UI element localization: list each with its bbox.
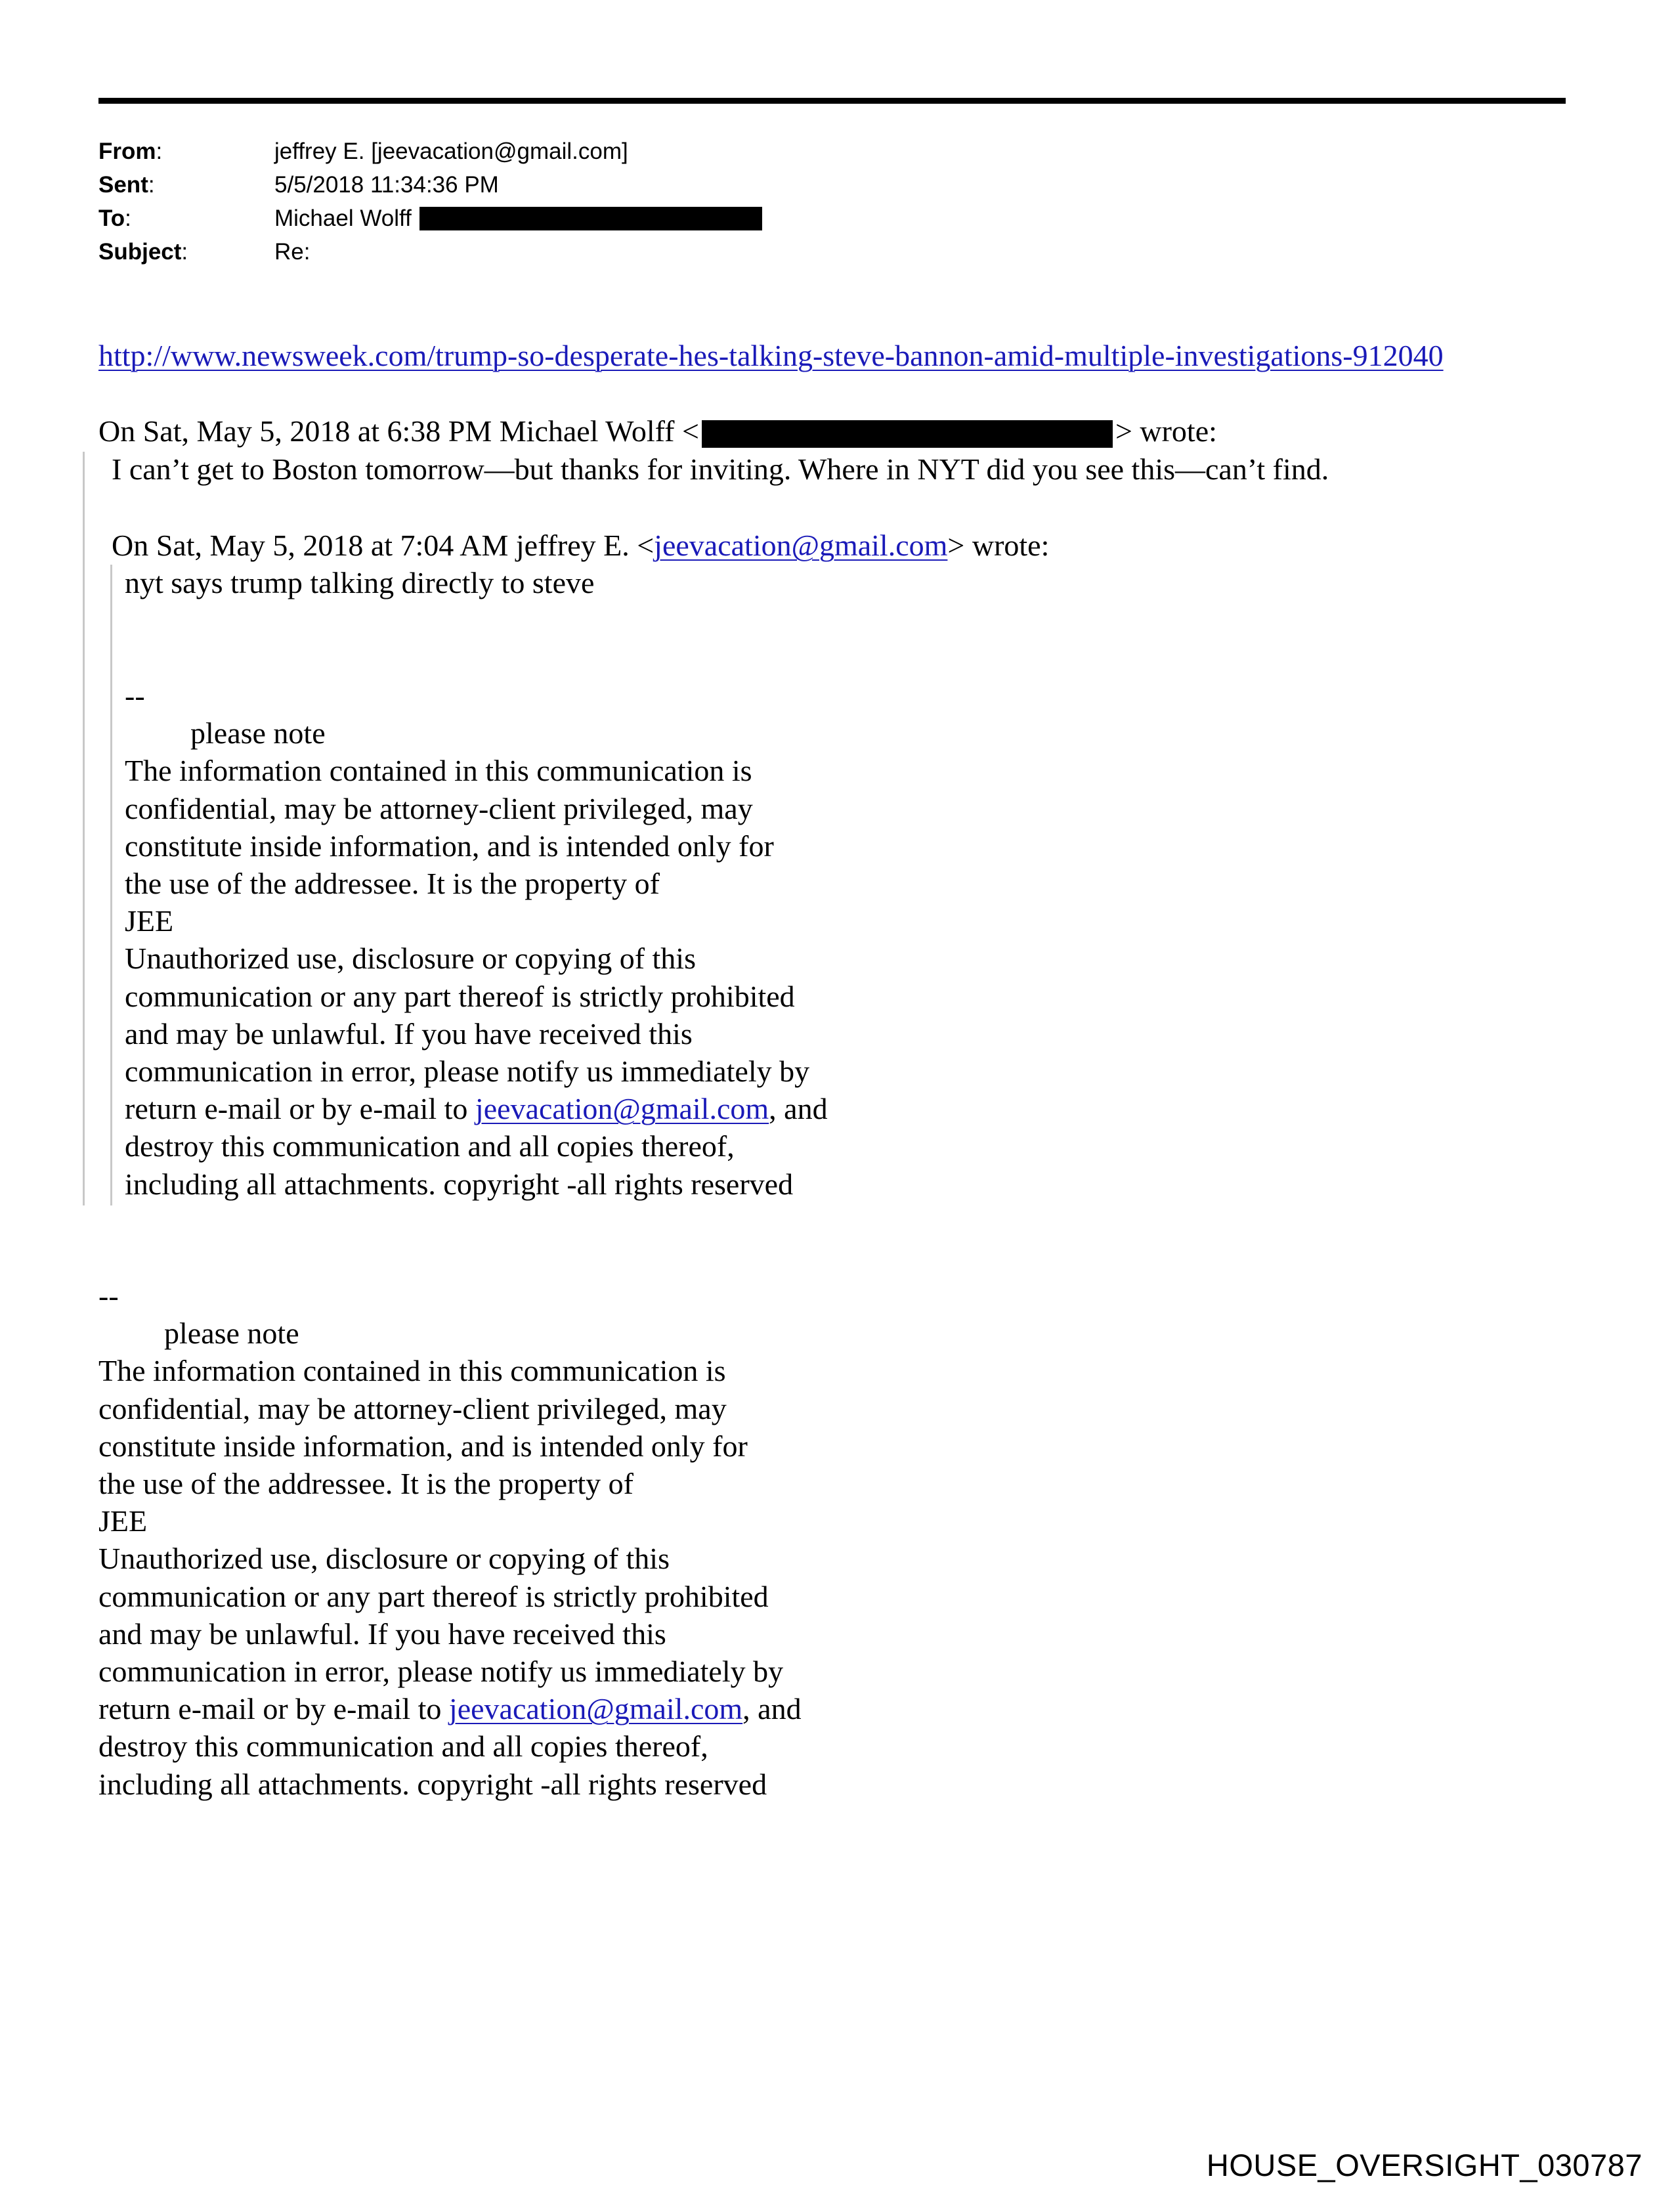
signature-line: destroy this communication and all copies thereof, <box>125 1129 735 1163</box>
signature-line: Unauthorized use, disclosure or copying of this <box>125 942 696 976</box>
signature-line: including all attachments. copyright -all rights reserved <box>125 1167 794 1201</box>
quote1-text: I can’t get to Boston tomorrow—but thanks for inviting. Where in NYT did you see this—can’t find. <box>112 452 1329 486</box>
signature-line: and may be unlawful. If you have received this <box>98 1616 666 1651</box>
signature <box>98 1277 802 1803</box>
signature-line: communication in error, please notify us immediately by <box>125 1054 810 1089</box>
quoted-signature <box>125 677 828 1203</box>
signature-line: the use of the addressee. It is the property of <box>98 1467 633 1501</box>
from-label: From <box>98 139 156 164</box>
signature-line: confidential, may be attorney-client privileged, may <box>98 1391 727 1425</box>
subject-value: Re: <box>274 239 311 265</box>
signature-line: confidential, may be attorney-client privileged, may <box>125 791 753 825</box>
signature-please-note: please note <box>164 1316 299 1351</box>
quote2-text: nyt says trump talking directly to steve <box>125 566 595 599</box>
signature-line: communication or any part thereof is strictly prohibited <box>125 979 795 1013</box>
signature-line: including all attachments. copyright -all rights reserved <box>98 1767 767 1801</box>
top-divider <box>98 98 1566 104</box>
signature-return-line: return e-mail or by e-mail to jeevacation@gmail.com, and <box>98 1692 802 1726</box>
signature-line: The information contained in this communication is <box>98 1354 726 1388</box>
quote-bar <box>110 565 112 1205</box>
from-value: jeffrey E. [jeevacation@gmail.com] <box>274 139 628 164</box>
signature-return-line: return e-mail or by e-mail to jeevacation@gmail.com, and <box>125 1092 828 1126</box>
signature-line: JEE <box>98 1504 148 1538</box>
redaction-block <box>419 207 762 230</box>
sent-label: Sent <box>98 172 148 198</box>
signature-line: The information contained in this communication is <box>125 754 752 788</box>
sent-row: Sent: 5/5/2018 11:34:36 PM <box>98 168 762 202</box>
signature-dashes: -- <box>125 679 145 712</box>
to-value: Michael Wolff <box>274 206 412 231</box>
signature-line: constitute inside information, and is intended only for <box>98 1429 748 1463</box>
signature-email-link[interactable]: jeevacation@gmail.com <box>475 1092 769 1126</box>
quote-bar <box>83 452 85 1205</box>
signature-line: Unauthorized use, disclosure or copying of this <box>98 1542 670 1576</box>
subject-row: Subject: Re: <box>98 235 762 269</box>
signature-line: JEE <box>125 904 174 938</box>
quote2-attribution: On Sat, May 5, 2018 at 7:04 AM jeffrey E. <jeevacation@gmail.com> wrote: <box>112 529 1050 562</box>
signature-line: destroy this communication and all copies thereof, <box>98 1729 708 1764</box>
email-header <box>98 135 762 269</box>
subject-label: Subject <box>98 239 182 265</box>
quote1-attribution: On Sat, May 5, 2018 at 6:38 PM Michael Wolff < > wrote: <box>98 414 1217 448</box>
redaction-block <box>702 420 1113 448</box>
newsweek-link[interactable]: http://www.newsweek.com/trump-so-desperate-hes-talking-steve-bannon-amid-multiple-investigations-912040 <box>98 339 1444 372</box>
from-row: From: jeffrey E. [jeevacation@gmail.com] <box>98 135 762 168</box>
signature-dashes: -- <box>98 1279 119 1312</box>
document-id: HOUSE_OVERSIGHT_030787 <box>1206 2148 1642 2182</box>
signature-email-link[interactable]: jeevacation@gmail.com <box>448 1692 743 1726</box>
signature-line: constitute inside information, and is intended only for <box>125 829 774 863</box>
quote2-email-link[interactable]: jeevacation@gmail.com <box>654 529 948 562</box>
to-row: To: Michael Wolff <box>98 202 762 235</box>
signature-line: and may be unlawful. If you have received this <box>125 1016 693 1051</box>
signature-line: communication or any part thereof is strictly prohibited <box>98 1579 769 1613</box>
signature-line: the use of the addressee. It is the property of <box>125 867 660 901</box>
sent-value: 5/5/2018 11:34:36 PM <box>274 172 499 198</box>
signature-please-note: please note <box>190 716 326 750</box>
to-label: To <box>98 206 125 231</box>
signature-line: communication in error, please notify us immediately by <box>98 1655 784 1689</box>
